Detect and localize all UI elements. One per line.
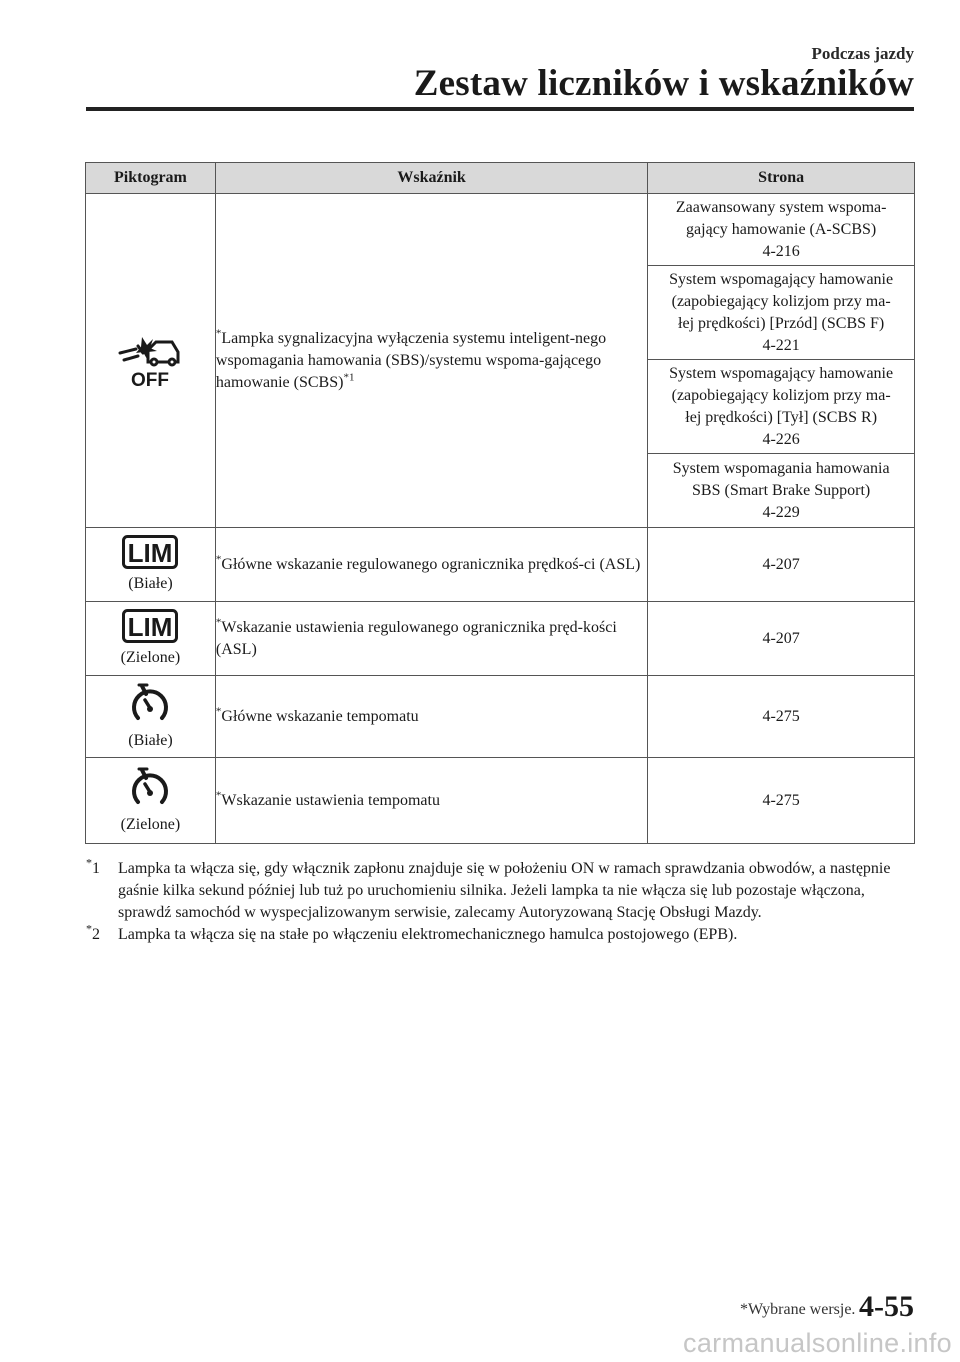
lim-icon [122, 609, 178, 643]
column-header-wskaznik: Wskaźnik [215, 163, 647, 194]
piktogram-cell [86, 528, 216, 602]
page-cell [648, 454, 915, 528]
page-cell [648, 360, 915, 454]
page-line: System wspomagający hamowanie [669, 364, 894, 382]
table-row [86, 194, 915, 266]
table-row [86, 758, 915, 844]
description-text: Lampka sygnalizacyjna wyłączenia systemu inteligent-nego wspomagania hamowania (SBS)/systemu wspoma-gającego hamowanie (SCBS) [215, 329, 607, 391]
optional-star: * [215, 616, 222, 629]
color-label: (Zielone) [120, 648, 181, 666]
page-line: łej prędkości) [Przód] (SCBS F) [678, 314, 885, 332]
icon-off-text: OFF [131, 369, 170, 391]
watermark: carmanualsonline.info [683, 1328, 952, 1358]
optional-star: * [215, 327, 222, 340]
page-line: (zapobiegający kolizjom przy ma- [671, 292, 891, 310]
description-text: Główne wskazanie tempomatu [221, 707, 419, 725]
lim-icon-text: LIM [128, 611, 173, 642]
footnote-2 [86, 921, 916, 946]
indicator-table [85, 162, 915, 844]
page-number: 4-55 [859, 1290, 914, 1323]
piktogram-cell [86, 676, 216, 758]
table-header-row [86, 163, 915, 194]
page-title: Zestaw liczników i wskaźników [413, 63, 914, 104]
table-row [86, 602, 915, 676]
lim-icon-text: LIM [128, 537, 173, 568]
description-cell [215, 676, 647, 758]
description-cell [215, 528, 647, 602]
footnote-text: Lampka ta włącza się, gdy włącznik zapłonu znajduje się w położeniu ON w ramach sprawdzania obwodów, a następnie gaśnie kilka sekund później lub tuż po uruchomieniu silnika. Jeżeli lampka ta nie włącza się lub pozostaje włączona, sprawdź samochód w wyspecjalizowanym serwisie, zalecamy Autoryzowaną Stację Obsługi Mazdy. [118, 860, 891, 921]
page-cell [648, 194, 915, 266]
table-row [86, 528, 915, 602]
piktogram-cell [86, 758, 216, 844]
description-text: Wskazanie ustawienia tempomatu [221, 791, 440, 809]
description-text: Główne wskazanie regulowanego ogranicznika prędkoś-ci (ASL) [221, 555, 641, 573]
page-line: Zaawansowany system wspoma- [675, 198, 887, 216]
page-ref: 4-207 [762, 629, 800, 647]
page-ref: 4-229 [762, 503, 800, 521]
page-ref: 4-216 [762, 242, 800, 260]
page-line: System wspomagający hamowanie [669, 270, 894, 288]
page-ref: 4-226 [762, 430, 800, 448]
footnote-ref: *1 [343, 371, 355, 384]
page-line: łej prędkości) [Tył] (SCBS R) [685, 408, 878, 426]
column-header-strona: Strona [648, 163, 915, 194]
page-ref: 4-275 [762, 791, 800, 809]
optional-star: * [215, 705, 222, 718]
description-text: Wskazanie ustawienia regulowanego ogranicznika pręd-kości (ASL) [215, 618, 617, 658]
footnote-text: Lampka ta włącza się na stałe po włączeniu elektromechanicznego hamulca postojowego (EPB). [118, 926, 738, 943]
lim-icon [122, 535, 178, 569]
page-line: (zapobiegający kolizjom przy ma- [671, 386, 891, 404]
collision-brake-off-icon [114, 331, 186, 391]
page-cell [648, 528, 915, 602]
page-cell [648, 602, 915, 676]
column-header-piktogram: Piktogram [86, 163, 216, 194]
page-ref: 4-207 [762, 555, 800, 573]
color-label: (Zielone) [120, 815, 181, 833]
footnotes [86, 855, 916, 946]
footnote-mark: *1 [86, 855, 100, 877]
table-row [86, 676, 915, 758]
header-rule [86, 107, 914, 111]
footnote-1 [86, 855, 916, 924]
footnote-mark: *2 [86, 921, 100, 943]
cruise-control-icon [128, 766, 172, 810]
piktogram-cell [86, 602, 216, 676]
color-label: (Białe) [128, 731, 173, 749]
optional-star: * [215, 553, 222, 566]
optional-versions-note: *Wybrane wersje. [740, 1301, 856, 1318]
page-ref: 4-275 [762, 707, 800, 725]
page-line: SBS (Smart Brake Support) [692, 481, 871, 499]
optional-star: * [215, 789, 222, 802]
page-line: System wspomagania hamowania [672, 459, 890, 477]
color-label: (Białe) [128, 574, 173, 592]
cruise-control-icon [128, 682, 172, 726]
page-cell [648, 758, 915, 844]
description-cell [215, 194, 647, 528]
page-cell [648, 676, 915, 758]
description-cell [215, 602, 647, 676]
page-line: gający hamowanie (A-SCBS) [686, 220, 877, 238]
description-cell [215, 758, 647, 844]
page-cell [648, 266, 915, 360]
section-label: Podczas jazdy [811, 44, 914, 63]
page-ref: 4-221 [762, 336, 800, 354]
piktogram-cell [86, 194, 216, 528]
